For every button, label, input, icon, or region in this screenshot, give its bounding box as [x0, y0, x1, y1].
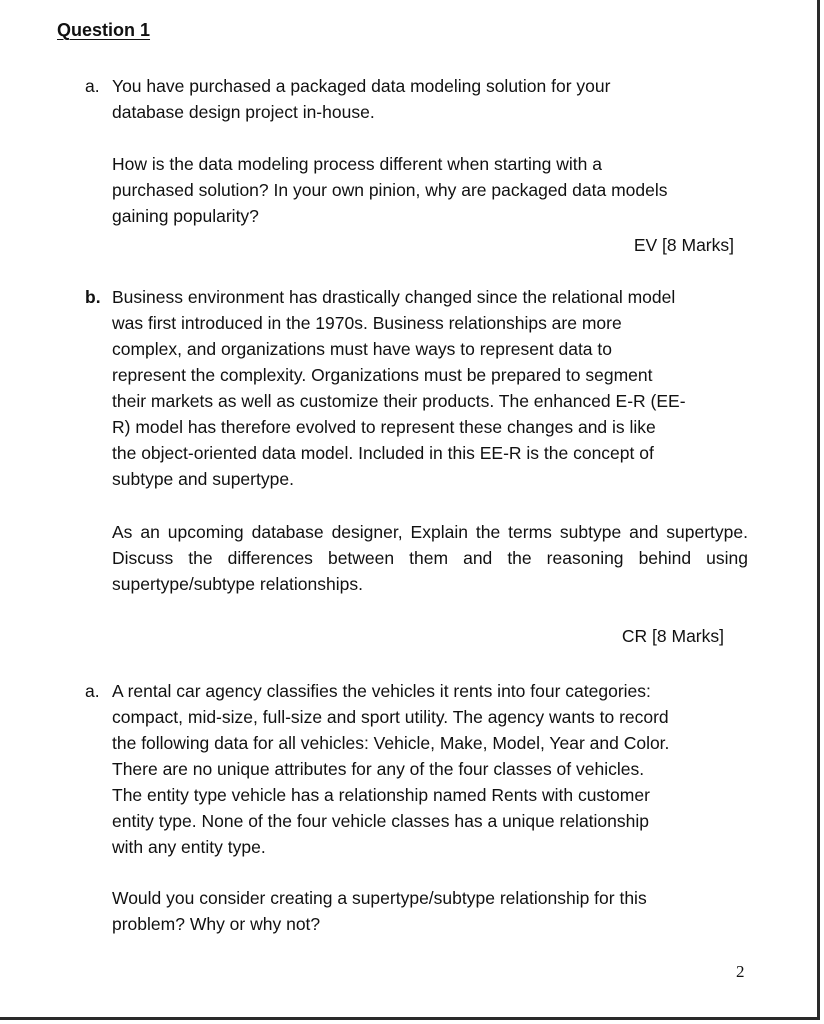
section-c-marker: a.: [85, 681, 100, 701]
section-b-paragraph-1: Business environment has drastically changed since the relational model was first introduced in the 1970s. Business relationships are more complex, and organizations must have ways to represent data to represent the complexity. Organizations must be prepared to segment their markets as well as customize their products. The enhanced E-R (EE- R) model has therefore evolved to represent these changes and is like the object-oriented data model. Included in this EE-R is the concept of subtype and supertype.: [112, 287, 686, 489]
section-c-paragraph-1: A rental car agency classifies the vehicles it rents into four categories: compact, mid-size, full-size and sport utility. The agency wants to record the following data for all vehicles: Vehicle, Make, Model, Year and Color. There are no unique attributes for any of the four classes of vehicles. The entity type vehicle has a relationship named Rents with customer entity type. None of the four vehicle classes has a unique relationship with any entity type.: [112, 681, 670, 857]
page-number: 2: [736, 962, 745, 981]
section-b-marker: b.: [85, 287, 101, 307]
question-title: Question 1: [57, 20, 151, 40]
section-a-paragraph-1: You have purchased a packaged data modeling solution for your database design project in-house.: [112, 76, 611, 122]
section-c-paragraph-2: Would you consider creating a supertype/subtype relationship for this problem? Why or why not?: [112, 888, 647, 934]
section-a-marks: EV [8 Marks]: [633, 235, 734, 255]
section-b-marks: CR [8 Marks]: [621, 626, 724, 646]
section-a-paragraph-2: How is the data modeling process different when starting with a purchased solution? In your own pinion, why are packaged data models gaining popularity?: [112, 154, 668, 226]
section-b-paragraph-2: As an upcoming database designer, Explain the terms subtype and supertype. Discuss the differences between them and the reasoning behind using supertype/subtype relationships.: [112, 522, 748, 594]
section-a-marker: a.: [85, 76, 100, 96]
